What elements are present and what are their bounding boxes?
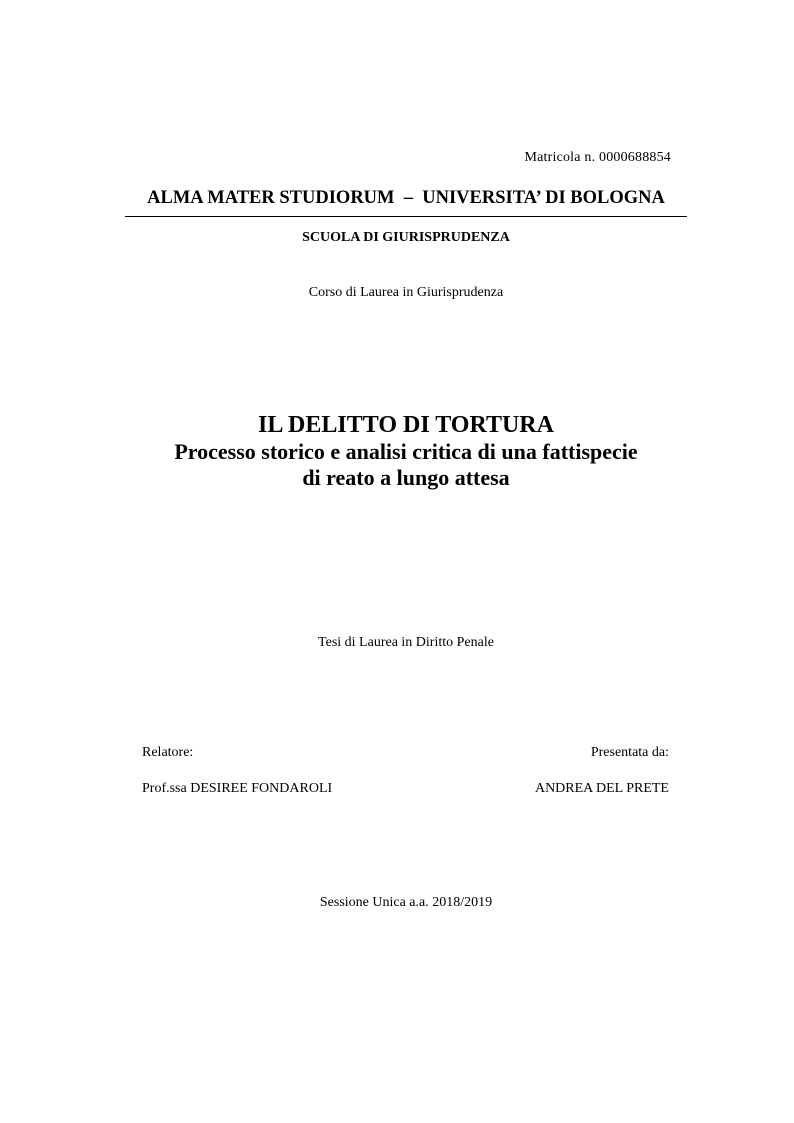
header-divider [125, 216, 687, 217]
thesis-title-block [100, 412, 712, 491]
thesis-title: IL DELITTO DI TORTURA [258, 412, 554, 438]
matricola-number: Matricola n. 0000688854 [524, 150, 671, 165]
thesis-subtitle-line-1: Processo storico e analisi critica di una fattispecie [174, 439, 638, 464]
presentata-label: Presentata da: [590, 745, 669, 760]
student-name: ANDREA DEL PRETE [534, 781, 669, 796]
thesis-type: Tesi di Laurea in Diritto Penale [318, 635, 494, 650]
relatore-name: Prof.ssa DESIREE FONDAROLI [142, 781, 333, 796]
thesis-subtitle-line-2: di reato a lungo attesa [302, 465, 510, 490]
university-name: ALMA MATER STUDIORUM – UNIVERSITA’ DI BOLOGNA [147, 188, 665, 208]
course-name: Corso di Laurea in Giurisprudenza [308, 285, 504, 300]
relatore-label: Relatore: [142, 745, 194, 760]
session-info: Sessione Unica a.a. 2018/2019 [319, 895, 493, 910]
school-name: SCUOLA DI GIURISPRUDENZA [302, 230, 510, 245]
